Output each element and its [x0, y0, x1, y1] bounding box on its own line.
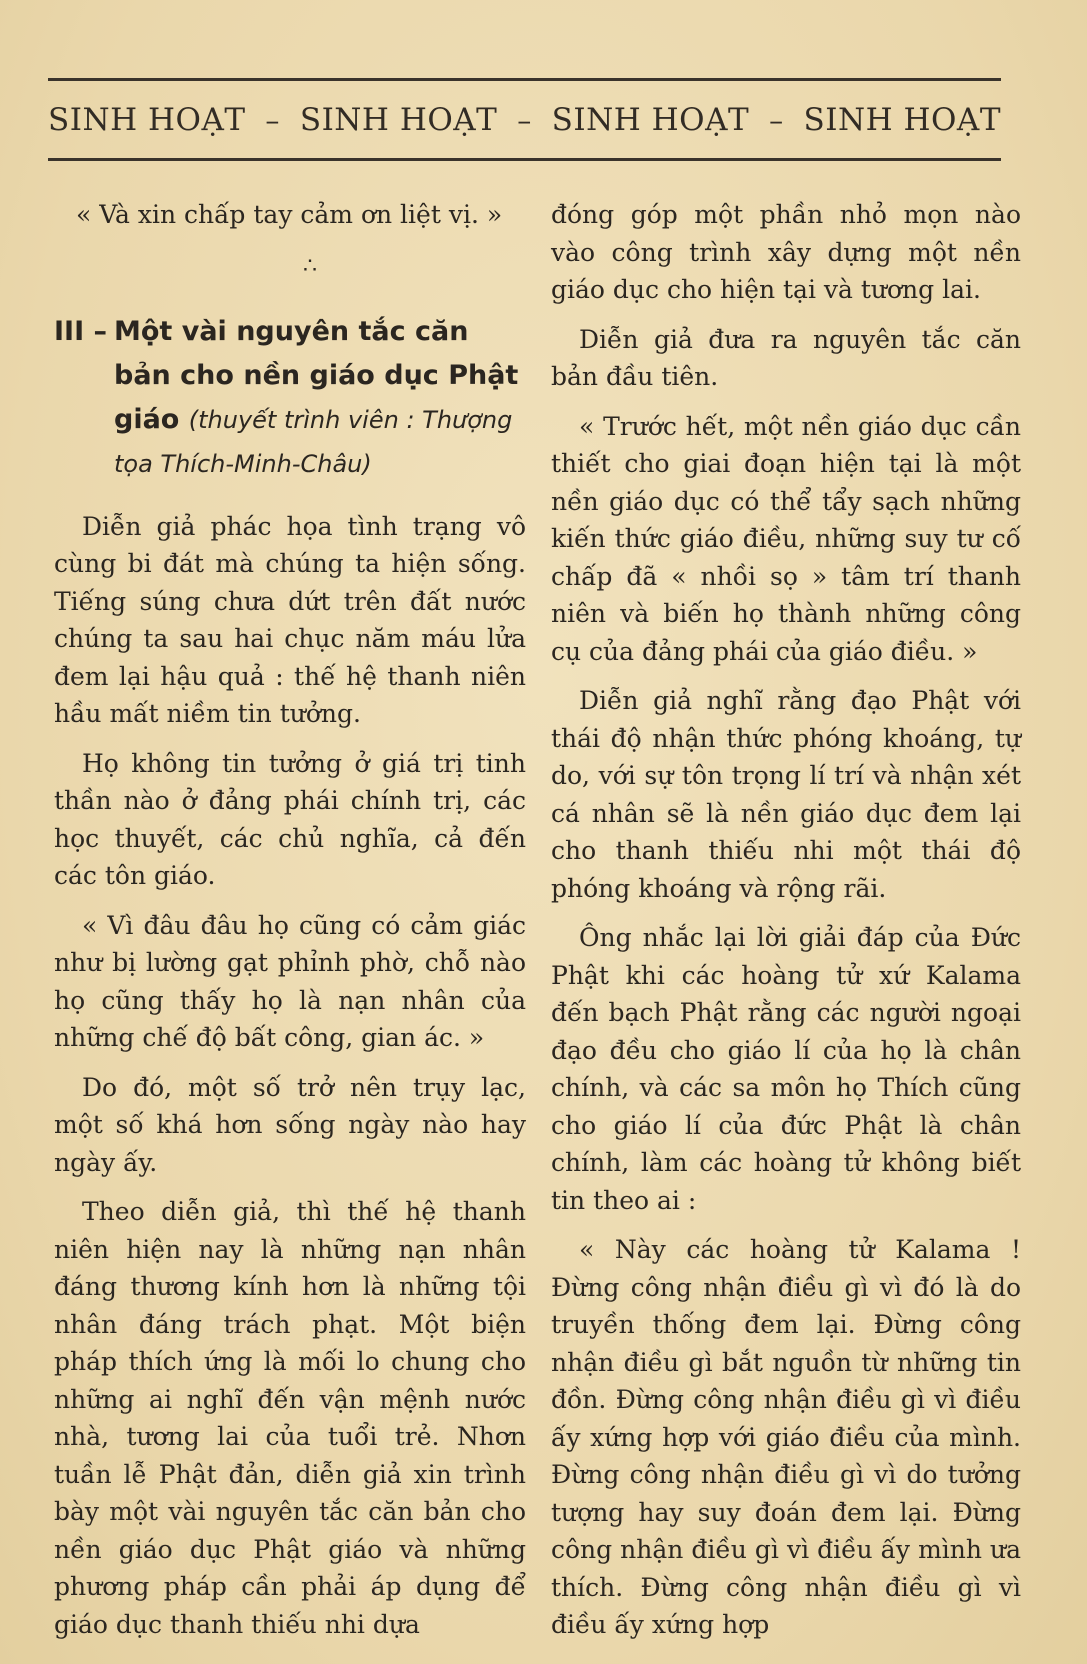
paragraph: Diễn giả nghĩ rằng đạo Phật với thái độ nhận thức phóng khoáng, tự do, với sự tôn trọng lí trí và nhận xét cá nhân sẽ là nền giáo dục đem lại cho thanh thiếu nhi một thái độ phóng khoáng và rộng rãi.	[551, 686, 1021, 903]
paragraph: Theo diễn giả, thì thế hệ thanh niên hiện nay là những nạn nhân đáng thương kính hơn là những tội nhân đáng trách phạt. Một biện pháp thích ứng là mối lo chung cho những ai nghĩ đến vận mệnh nước nhà, tương lai của tuổi trẻ. Nhơn tuần lễ Phật đản, diễn giả xin trình bày một vài nguyên tắc căn bản cho nền giáo dục Phật giáo và những phương pháp cần phải áp dụng để giáo dục thanh thiếu nhi dựa	[54, 1197, 526, 1639]
section-number: III –	[54, 315, 108, 347]
paragraph: « Trước hết, một nền giáo dục cần thiết cho giai đoạn hiện tại là một nền giáo dục có thể tẩy sạch những kiến thức giáo điều, những suy tư cố chấp đã « nhồi sọ » tâm trí thanh niên và biến họ thành những công cụ của đảng phái của giáo điều. »	[551, 411, 1021, 666]
paragraph: « Này các hoàng tử Kalama ! Đừng công nhận điều gì vì đó là do truyền thống đem lại. Đừng công nhận điều gì bắt nguồn từ những tin đồn. Đừng công nhận điều gì vì điều ấy xứng hợp với giáo điều của mình. Đừng công nhận điều gì vì do tưởng tượng hay suy đoán đem lại. Đừng công nhận điều gì vì điều ấy mình ưa thích. Đừng công nhận điều gì vì điều ấy xứng hợp	[551, 1235, 1021, 1639]
paragraph: Họ không tin tưởng ở giá trị tinh thần nào ở đảng phái chính trị, các học thuyết, các chủ nghĩa, cả đến các tôn giáo.	[54, 748, 526, 890]
header-separator: –	[517, 103, 532, 137]
section-title: Một vài nguyên tắc căn bản cho nền giáo dục Phật giáo	[114, 315, 519, 435]
paragraph: Ông nhắc lại lời giải đáp của Đức Phật khi các hoàng tử xứ Kalama đến bạch Phật rằng các người ngoại đạo đều cho giáo lí của họ là chân chính, và các sa môn họ Thích cũng cho giáo lí của đức Phật là chân chính, làm các hoàng tử không biết tin theo ai :	[551, 923, 1021, 1215]
header-separator: –	[265, 103, 280, 137]
header-item: SINH HOẠT	[299, 102, 498, 138]
paragraph: đóng góp một phần nhỏ mọn nào vào công trình xây dựng một nền giáo dục cho hiện tại và tương lai.	[551, 200, 1021, 304]
header-top-rule	[48, 78, 1001, 81]
left-column	[54, 196, 526, 1655]
section-heading	[54, 310, 526, 486]
header-item: SINH HOẠT	[48, 102, 246, 138]
paragraph: Diễn giả phác họa tình trạng vô cùng bi đát mà chúng ta hiện sống. Tiếng súng chưa dứt trên đất nước chúng ta sau hai chục năm máu lửa đem lại hậu quả : thế hệ thanh niên hầu mất niềm tin tưởng.	[54, 511, 526, 728]
closing-quote: « Và xin chấp tay cảm ơn liệt vị. »	[76, 200, 503, 229]
paragraph: Diễn giả đưa ra nguyên tắc căn bản đầu tiên.	[551, 324, 1021, 391]
right-column	[551, 196, 1021, 1656]
header-separator: –	[769, 103, 784, 137]
section-divider-stars: ∴	[303, 253, 317, 279]
header-item: SINH HOẠT	[551, 102, 750, 138]
section-speaker: (thuyết trình viên : Thượng tọa Thích-Minh-Châu)	[114, 405, 513, 478]
running-header	[48, 92, 1001, 148]
header-bottom-rule	[48, 158, 1001, 161]
header-item: SINH HOẠT	[803, 102, 1001, 138]
paragraph: « Vì đâu đâu họ cũng có cảm giác như bị lường gạt phỉnh phờ, chỗ nào họ cũng thấy họ là nạn nhân của những chế độ bất công, gian ác. »	[54, 910, 526, 1052]
paragraph: Do đó, một số trở nên trụy lạc, một số khá hơn sống ngày nào hay ngày ấy.	[54, 1072, 526, 1177]
section-heading-body	[114, 310, 526, 486]
